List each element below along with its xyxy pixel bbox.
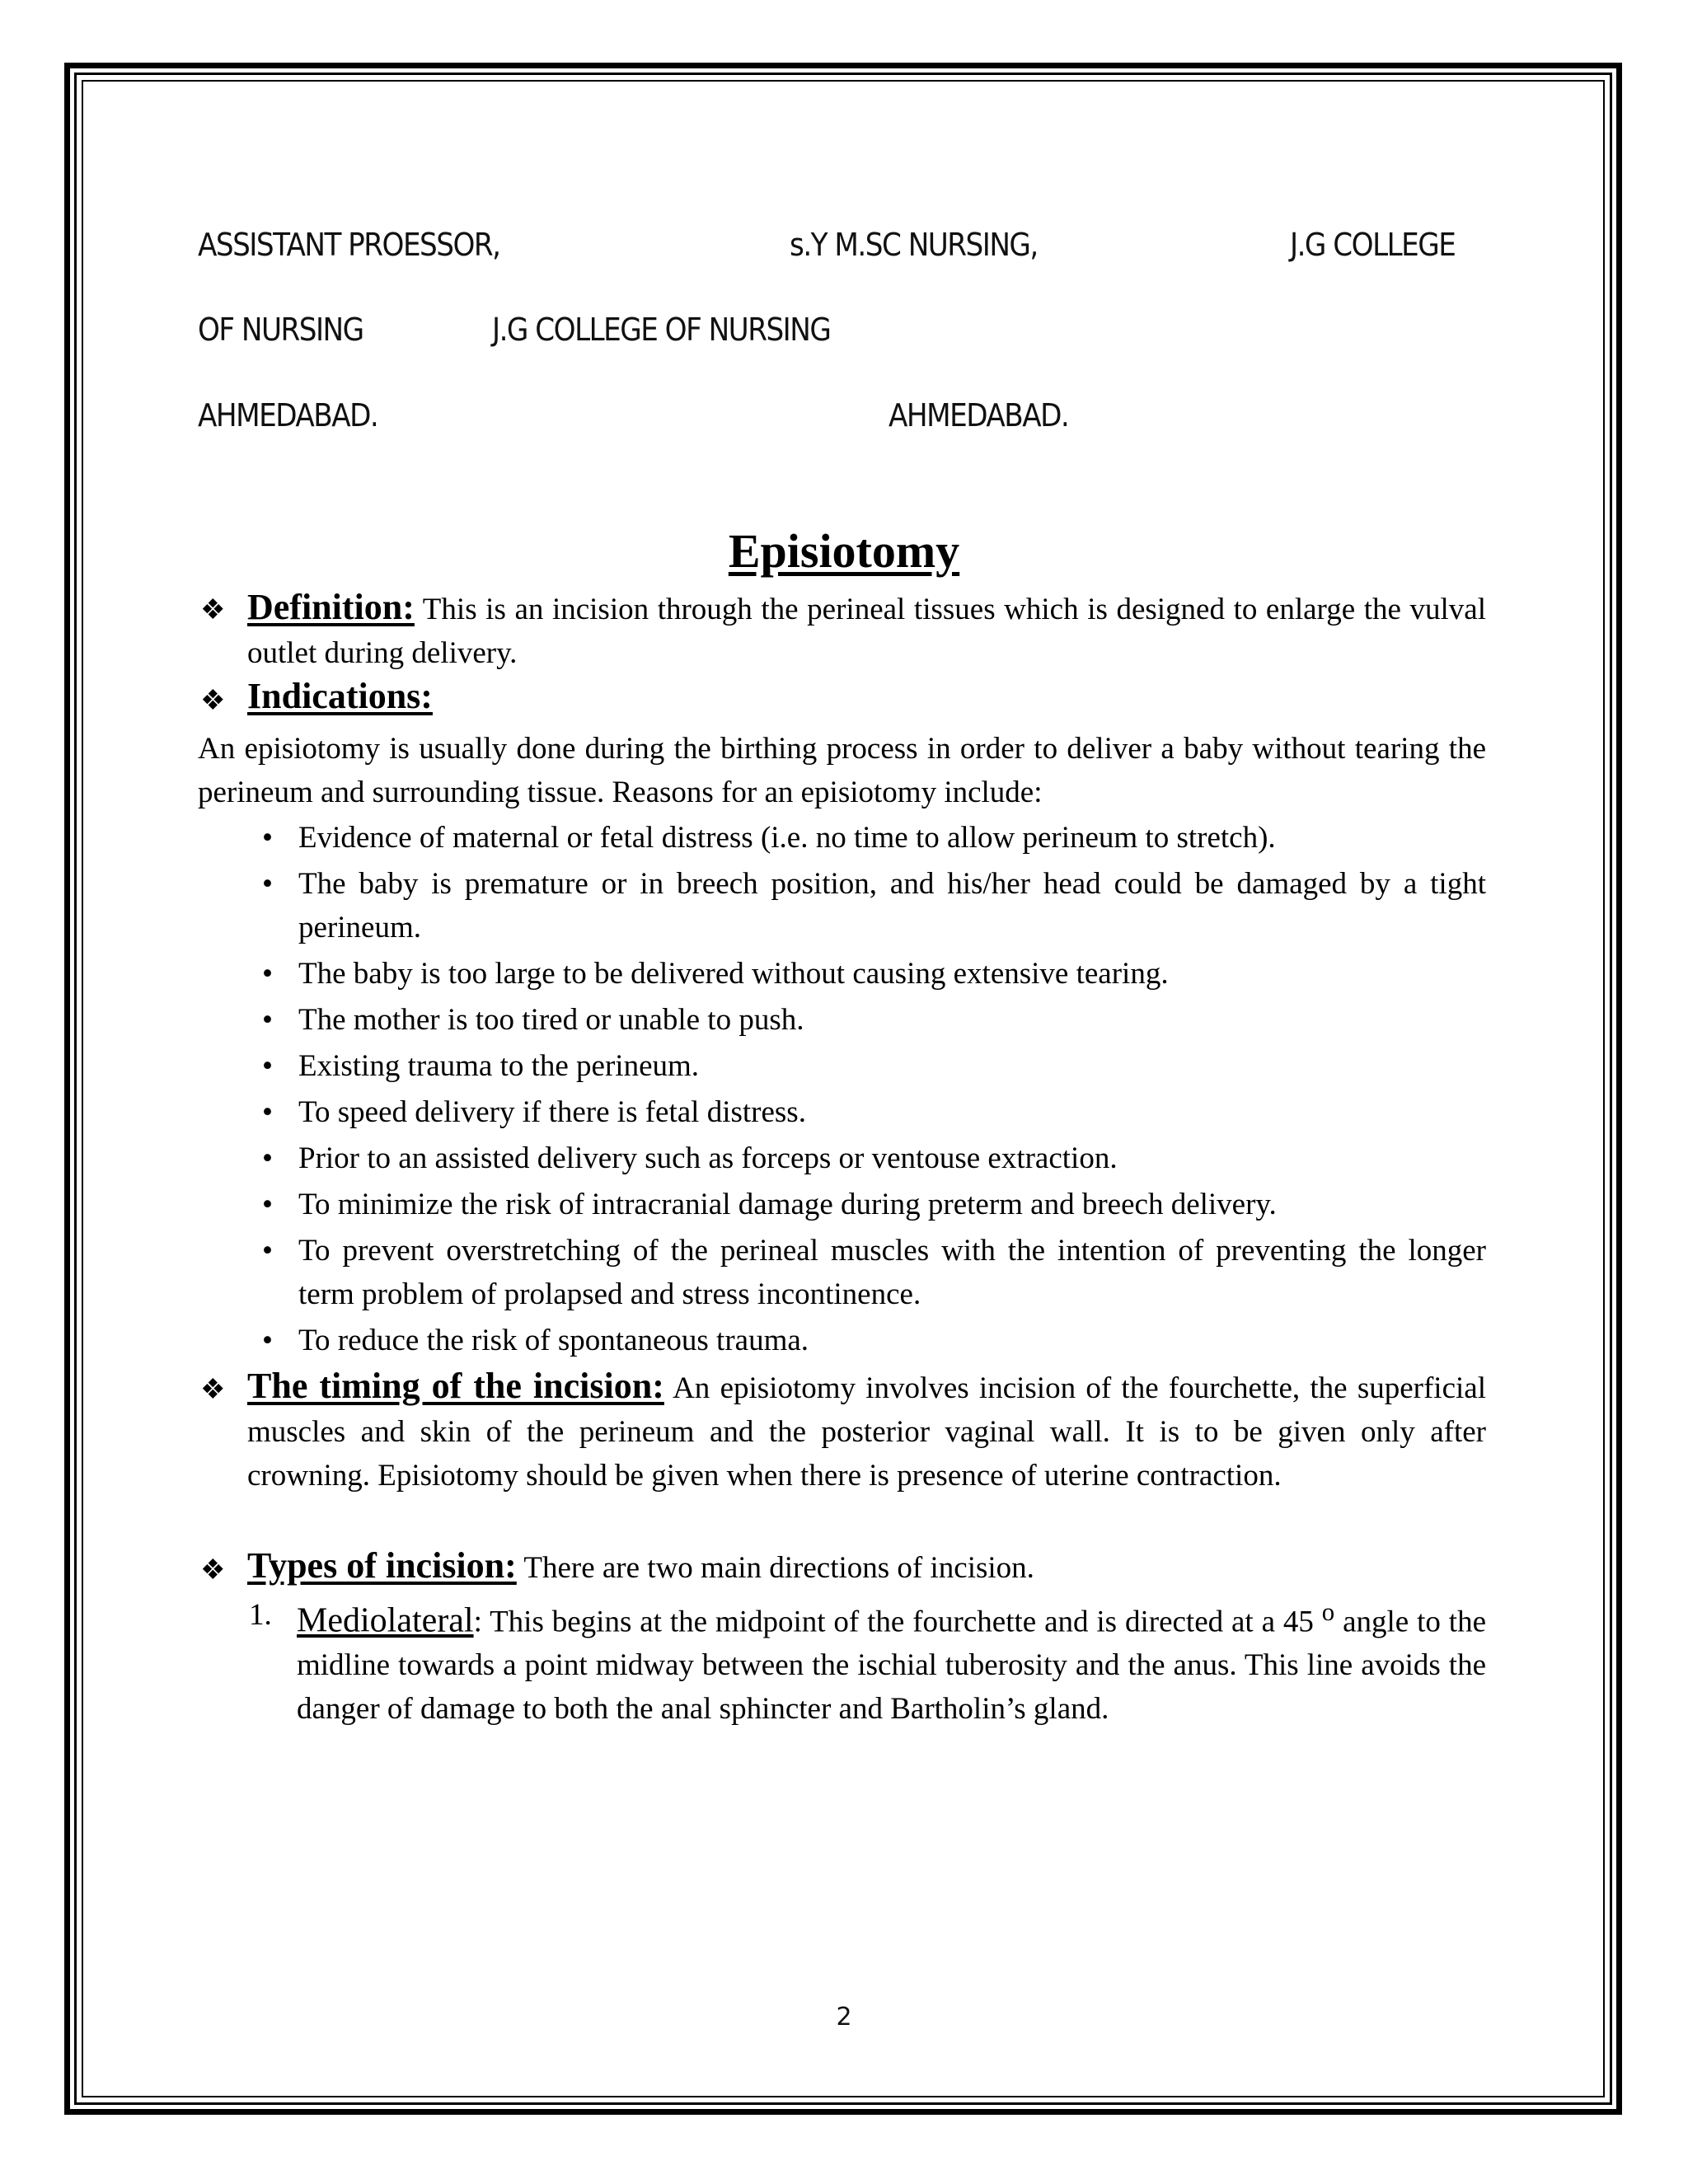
timing-heading: The timing of the incision: xyxy=(247,1366,664,1406)
header-col2-line1: s.Y M.SC NURSING, xyxy=(790,227,1038,263)
diamond-bullet-icon: ❖ xyxy=(200,1375,226,1405)
timing-paragraph xyxy=(247,1364,1486,1497)
timing-text: An episiotomy involves incision of the fourchette, the superficial muscles and skin of the perineum and the posterior vaginal wall. It is to be given only after crowning. Episiotomy should be given when there is presence of uterine contraction. xyxy=(247,1371,1486,1493)
header-col1-line3: AHMEDABAD. xyxy=(198,397,378,434)
bullet-icon: • xyxy=(262,1234,273,1268)
definition-paragraph xyxy=(247,585,1486,675)
list-item: • To prevent overstretching of the perineal muscles with the intention of preventing the longer term problem of prolapsed and stress incontinence. xyxy=(262,1229,1486,1316)
diamond-bullet-icon: ❖ xyxy=(200,686,226,716)
list-item: • The baby is premature or in breech position, and his/her head could be damaged by a tight perineum. xyxy=(262,862,1486,949)
list-item: • To reduce the risk of spontaneous trauma. xyxy=(262,1319,1486,1362)
bullet-icon: • xyxy=(262,821,273,855)
types-text: There are two main directions of incision. xyxy=(516,1551,1034,1585)
indications-list xyxy=(262,816,1486,1365)
definition-heading: Definition: xyxy=(247,587,415,627)
list-item: • Evidence of maternal or fetal distress (i.e. no time to allow perineum to stretch). xyxy=(262,816,1486,860)
header-col3-line1: J.G COLLEGE xyxy=(1290,227,1456,263)
bullet-icon: • xyxy=(262,957,273,991)
degree-symbol: o xyxy=(1321,1598,1335,1626)
list-item: • The mother is too tired or unable to push. xyxy=(262,998,1486,1042)
indications-heading: Indications: xyxy=(247,676,433,716)
header-col1-line1: ASSISTANT PROESSOR, xyxy=(198,227,500,263)
diamond-bullet-icon: ❖ xyxy=(200,595,226,626)
definition-text: This is an incision through the perineal tissues which is designed to enlarge the vulval outlet during delivery. xyxy=(247,593,1486,670)
list-item: • Existing trauma to the perineum. xyxy=(262,1044,1486,1088)
page-number: 2 xyxy=(836,2003,852,2032)
mediolateral-label: Mediolateral xyxy=(297,1601,474,1640)
indications-intro: An episiotomy is usually done during the birthing process in order to deliver a baby without tearing the perineum and surrounding tissue. Reasons for an episiotomy include: xyxy=(198,732,1486,809)
document-title: Episiotomy xyxy=(728,524,960,578)
list-number: 1. xyxy=(249,1598,272,1632)
bullet-icon: • xyxy=(262,1095,273,1129)
bullet-icon: • xyxy=(262,867,273,901)
mediolateral-text: : This begins at the midpoint of the fourchette and is directed at a 45 xyxy=(473,1605,1322,1639)
list-item: • The baby is too large to be delivered without causing extensive tearing. xyxy=(262,952,1486,996)
list-item: • Prior to an assisted delivery such as forceps or ventouse extraction. xyxy=(262,1137,1486,1180)
list-item: • To speed delivery if there is fetal distress. xyxy=(262,1090,1486,1134)
bullet-icon: • xyxy=(262,1003,273,1037)
mediolateral-paragraph xyxy=(297,1591,1486,1731)
bullet-icon: • xyxy=(262,1188,273,1221)
indications-heading-line xyxy=(247,674,433,720)
header-col2-line3: AHMEDABAD. xyxy=(889,397,1069,434)
bullet-icon: • xyxy=(262,1324,273,1357)
types-paragraph xyxy=(247,1544,1486,1590)
types-heading: Types of incision: xyxy=(247,1545,517,1586)
bullet-icon: • xyxy=(262,1049,273,1083)
list-item: • To minimize the risk of intracranial damage during preterm and breech delivery. xyxy=(262,1183,1486,1226)
mediolateral-text-continued: angle to the midline towards a point midway between the ischial tuberosity and the anus. This line avoids the danger of damage to both the anal sphincter and Bartholin’s gland. xyxy=(297,1605,1486,1727)
diamond-bullet-icon: ❖ xyxy=(200,1555,226,1586)
bullet-icon: • xyxy=(262,1141,273,1175)
header-col2-line2: J.G COLLEGE OF NURSING xyxy=(492,312,831,348)
header-col1-line2: OF NURSING xyxy=(198,312,363,348)
